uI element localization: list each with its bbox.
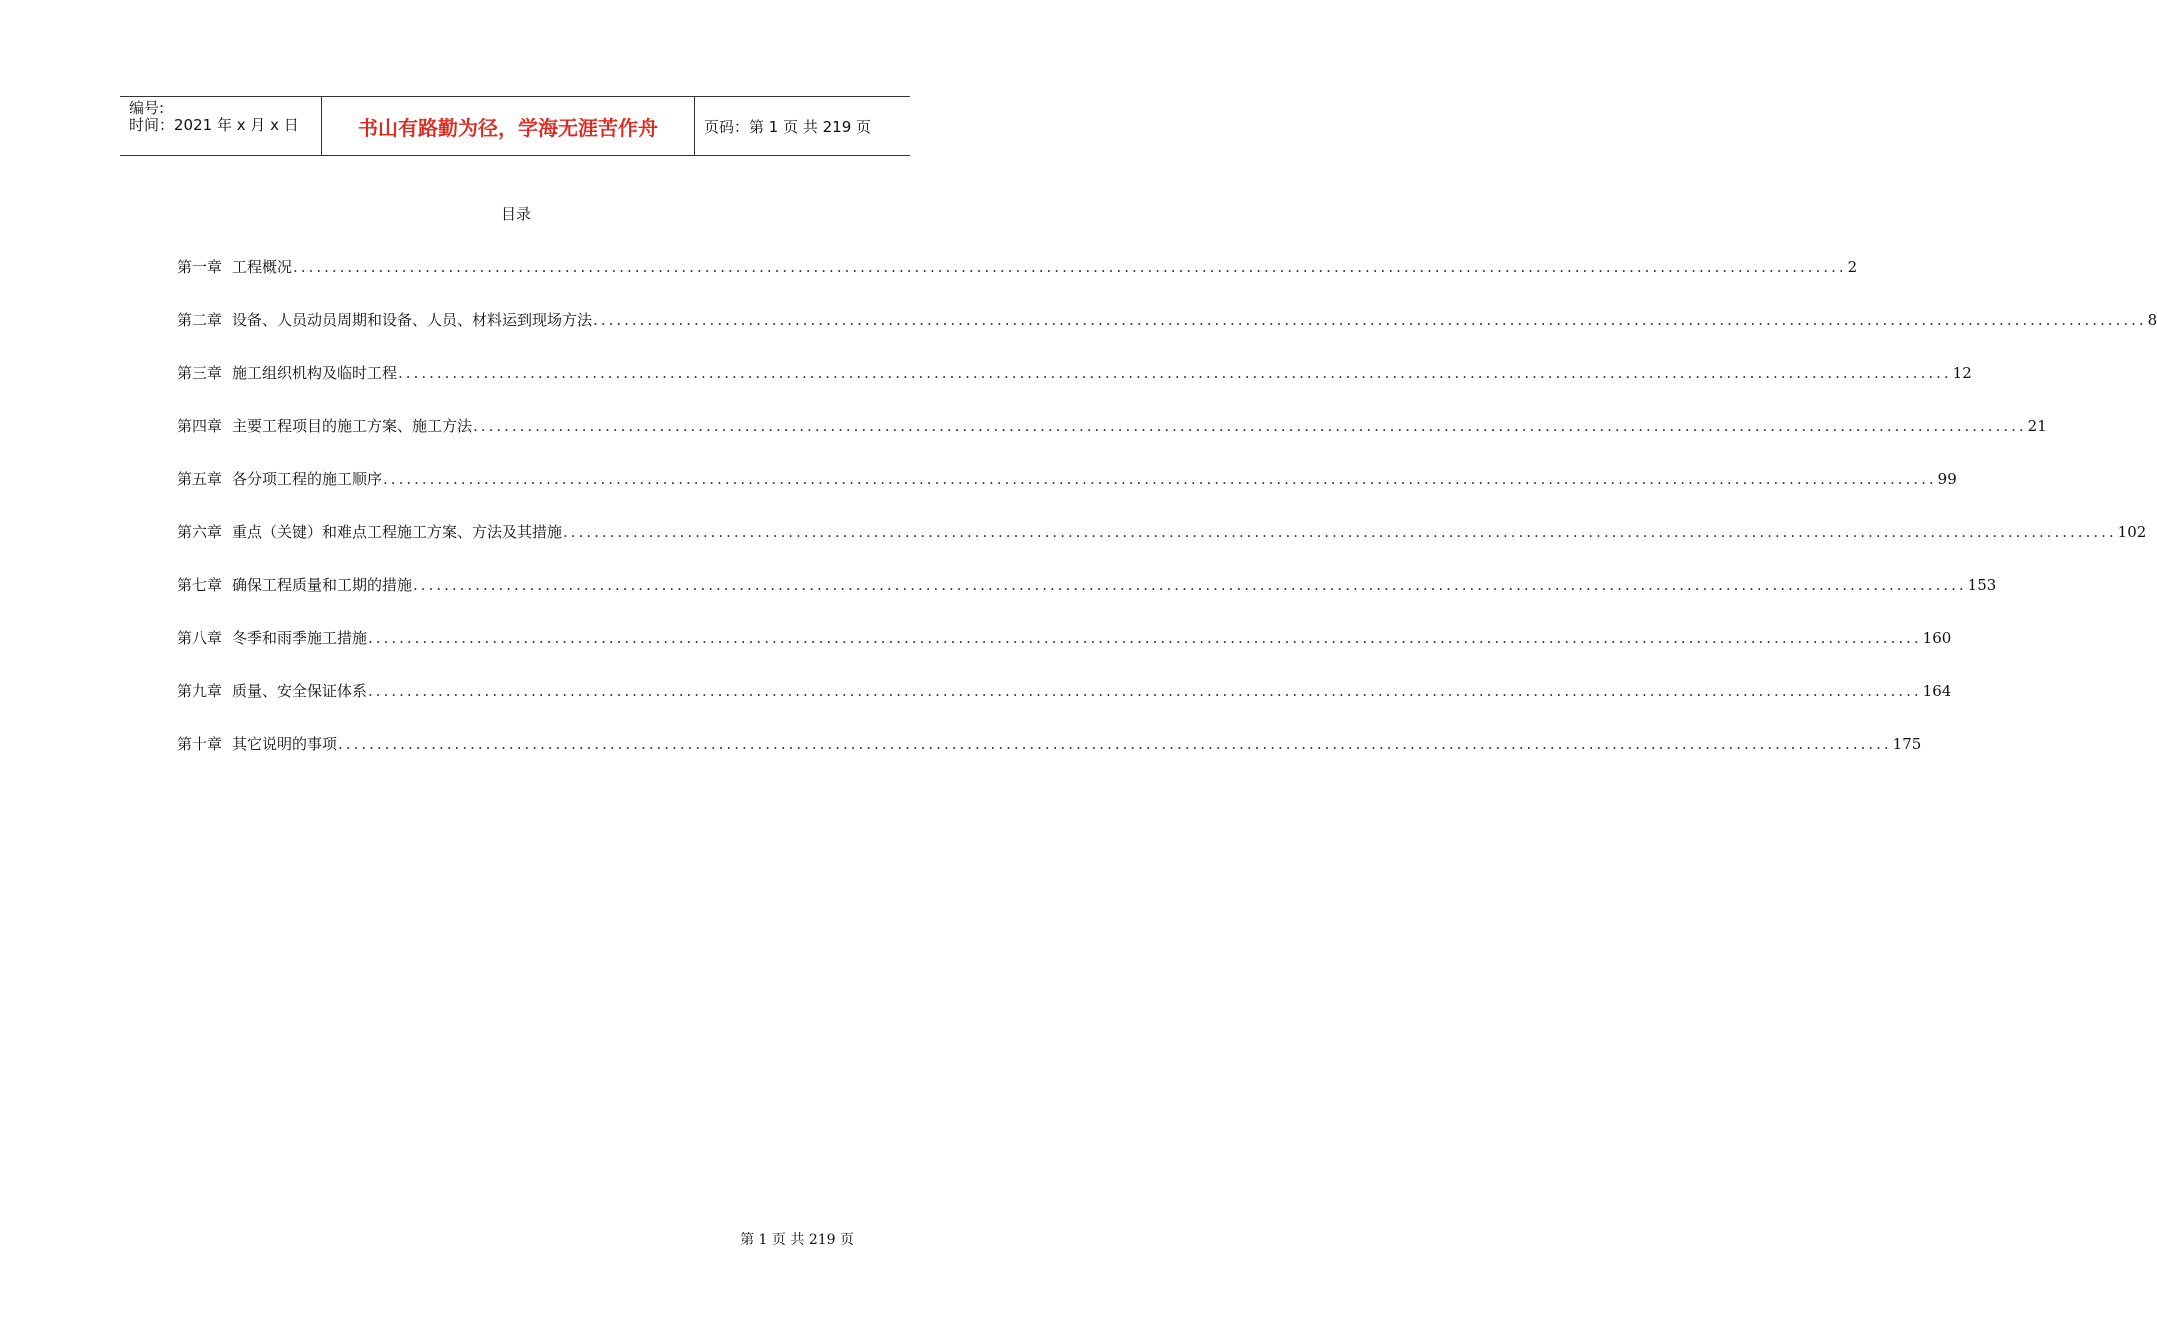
- toc-chapter-label: 第三章: [177, 364, 223, 382]
- toc-dot-leader: ........................................................................................................................................................................................................: [593, 311, 2147, 329]
- toc-entry[interactable]: [177, 628, 1952, 681]
- toc-page-number: 2: [1847, 258, 1858, 276]
- toc-entry[interactable]: [177, 734, 1922, 787]
- toc-title: 目录: [500, 205, 531, 223]
- toc-page-number: 8: [2147, 311, 2157, 329]
- toc-entry[interactable]: [177, 310, 2157, 363]
- toc-entry[interactable]: [177, 469, 1957, 522]
- toc-page-number: 102: [2117, 523, 2147, 541]
- toc-page-number: 164: [1922, 682, 1952, 700]
- toc-page-number: 153: [1967, 576, 1997, 594]
- toc-chapter-label: 第四章: [177, 417, 223, 435]
- toc-chapter-title: 冬季和雨季施工措施: [232, 629, 368, 647]
- toc-page-number: 21: [2027, 417, 2047, 435]
- toc-chapter-title: 其它说明的事项: [232, 735, 338, 753]
- toc-entry[interactable]: [177, 363, 1972, 416]
- toc-entry[interactable]: [177, 522, 2147, 575]
- toc-chapter-title: 各分项工程的施工顺序: [232, 470, 383, 488]
- toc-dot-leader: ........................................................................................................................................................................................................: [338, 735, 1892, 753]
- toc-entry[interactable]: [177, 575, 1997, 628]
- table-of-contents: [177, 257, 2157, 787]
- toc-entry[interactable]: [177, 257, 1858, 310]
- document-header: [120, 96, 910, 156]
- toc-dot-leader: ........................................................................................................................................................................................................: [398, 364, 1952, 382]
- toc-chapter-title: 施工组织机构及临时工程: [232, 364, 398, 382]
- toc-dot-leader: ........................................................................................................................................................................................................: [368, 682, 1922, 700]
- toc-chapter-label: 第九章: [177, 682, 223, 700]
- page-footer: 第 1 页 共 219 页: [740, 1232, 854, 1248]
- toc-chapter-title: 重点（关键）和难点工程施工方案、方法及其措施: [232, 523, 563, 541]
- document-date: 时间：2021 年 x 月 x 日: [129, 116, 299, 134]
- toc-dot-leader: ........................................................................................................................................................................................................: [473, 417, 2027, 435]
- toc-chapter-title: 主要工程项目的施工方案、施工方法: [232, 417, 473, 435]
- toc-dot-leader: ........................................................................................................................................................................................................: [368, 629, 1922, 647]
- toc-entry[interactable]: [177, 681, 1952, 734]
- toc-chapter-label: 第二章: [177, 311, 223, 329]
- toc-page-number: 12: [1952, 364, 1972, 382]
- toc-chapter-label: 第六章: [177, 523, 223, 541]
- toc-dot-leader: ........................................................................................................................................................................................................: [563, 523, 2117, 541]
- document-number-label: 编号:: [129, 99, 165, 117]
- toc-dot-leader: ........................................................................................................................................................................................................: [383, 470, 1937, 488]
- header-meta: [120, 97, 321, 155]
- toc-chapter-label: 第七章: [177, 576, 223, 594]
- toc-chapter-title: 确保工程质量和工期的措施: [232, 576, 413, 594]
- header-motto: 书山有路勤为径，学海无涯苦作舟: [321, 97, 695, 155]
- toc-chapter-title: 设备、人员动员周期和设备、人员、材料运到现场方法: [232, 311, 593, 329]
- toc-chapter-label: 第五章: [177, 470, 223, 488]
- header-page-number: 页码：第 1 页 共 219 页: [704, 117, 872, 136]
- toc-page-number: 175: [1892, 735, 1922, 753]
- toc-chapter-title: 质量、安全保证体系: [232, 682, 368, 700]
- toc-chapter-title: 工程概况: [232, 258, 293, 276]
- toc-page-number: 160: [1922, 629, 1952, 647]
- toc-page-number: 99: [1937, 470, 1957, 488]
- toc-chapter-label: 第十章: [177, 735, 223, 753]
- toc-dot-leader: ........................................................................................................................................................................................................: [413, 576, 1967, 594]
- toc-entry[interactable]: [177, 416, 2047, 469]
- toc-chapter-label: 第一章: [177, 258, 223, 276]
- toc-chapter-label: 第八章: [177, 629, 223, 647]
- toc-dot-leader: ........................................................................................................................................................................................................: [293, 258, 1847, 276]
